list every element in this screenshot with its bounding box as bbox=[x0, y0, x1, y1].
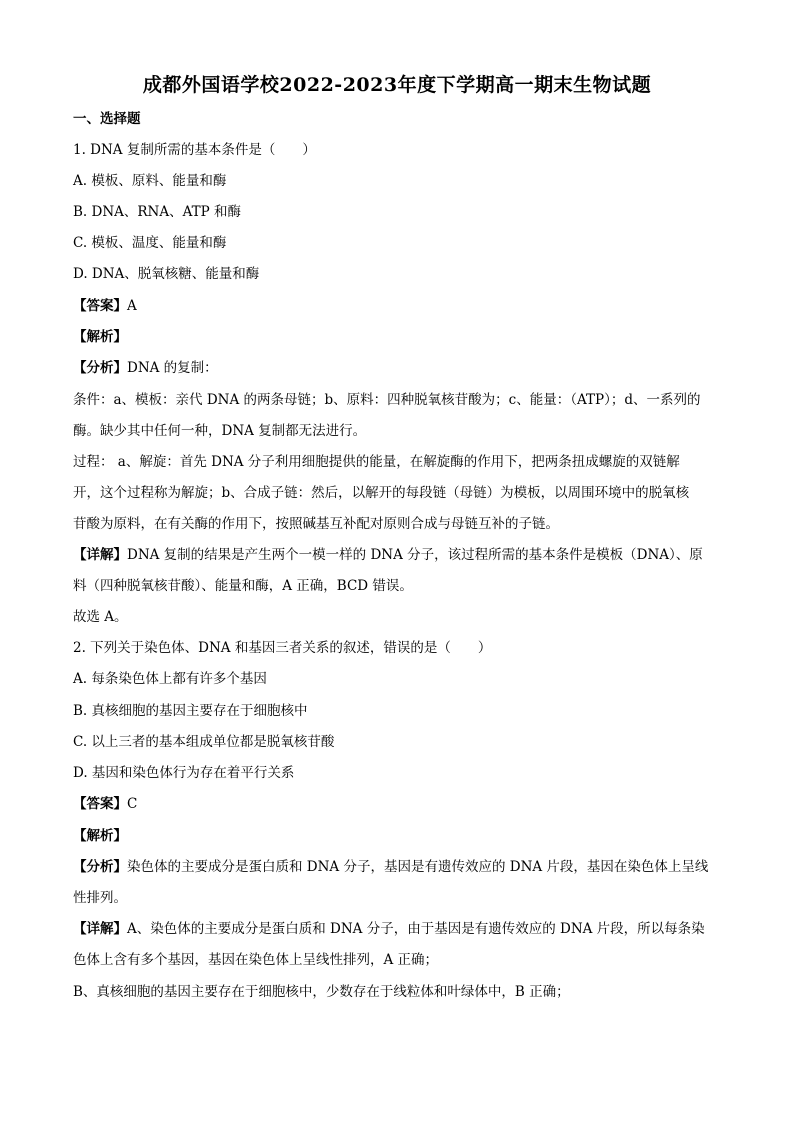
question-1-option-c: C. 模板、温度、能量和酶 bbox=[73, 235, 227, 251]
fenxi-text: 染色体的主要成分是蛋白质和 DNA 分子，基因是有遗传效应的 DNA 片段，基因在染色体上呈线 bbox=[127, 859, 709, 875]
question-2-option-b: B. 真核细胞的基因主要存在于细胞核中 bbox=[73, 703, 308, 719]
question-1-process-line: 开，这个过程称为解旋；b、合成子链：然后，以解开的每段链（母链）为模板，以周围环境中的脱氧核 bbox=[73, 485, 690, 501]
question-1-option-b: B. DNA、RNA、ATP 和酶 bbox=[73, 204, 242, 220]
question-1-detail bbox=[73, 546, 733, 564]
question-1-process-line: 过程： a、解旋：首先 DNA 分子利用细胞提供的能量，在解旋酶的作用下，把两条扭成螺旋的双链解 bbox=[73, 454, 680, 470]
question-1-option-a: A. 模板、原料、能量和酶 bbox=[73, 173, 227, 189]
question-2-option-c: C. 以上三者的基本组成单位都是脱氧核苷酸 bbox=[73, 734, 335, 750]
question-1-detail-line: 料（四种脱氧核苷酸）、能量和酶，A 正确，BCD 错误。 bbox=[73, 578, 413, 594]
question-2-option-d: D. 基因和染色体行为存在着平行关系 bbox=[73, 765, 295, 781]
fenxi-text: DNA 的复制： bbox=[127, 360, 218, 376]
detail-text: A、染色体的主要成分是蛋白质和 DNA 分子，由于基因是有遗传效应的 DNA 片段，所以每条染 bbox=[127, 921, 705, 937]
fenxi-tag: 【分析】 bbox=[73, 360, 127, 376]
section-heading: 一、选择题 bbox=[73, 111, 141, 127]
question-1-condition-line: 酶。缺少其中任何一种，DNA 复制都无法进行。 bbox=[73, 423, 367, 439]
question-1-option-d: D. DNA、脱氧核糖、能量和酶 bbox=[73, 266, 260, 282]
question-2-fenxi-line: 性排列。 bbox=[73, 890, 127, 906]
question-2-detail bbox=[73, 920, 733, 938]
question-2-analysis-tag: 【解析】 bbox=[73, 828, 127, 844]
detail-text: DNA 复制的结果是产生两个一模一样的 DNA 分子，该过程所需的基本条件是模板（DNA）、原 bbox=[127, 547, 703, 563]
answer-value: A bbox=[127, 298, 137, 314]
question-1-conclusion: 故选 A。 bbox=[73, 609, 128, 625]
page-title: 成都外国语学校2022-2023年度下学期高一期末生物试题 bbox=[142, 74, 652, 96]
question-1-answer bbox=[73, 297, 733, 315]
question-2-option-a: A. 每条染色体上都有许多个基因 bbox=[73, 671, 267, 687]
question-1-stem: 1. DNA 复制所需的基本条件是（ ） bbox=[73, 142, 316, 158]
answer-tag: 【答案】 bbox=[73, 796, 127, 812]
detail-tag: 【详解】 bbox=[73, 547, 127, 563]
answer-tag: 【答案】 bbox=[73, 298, 127, 314]
question-2-stem: 2. 下列关于染色体、DNA 和基因三者关系的叙述，错误的是（ ） bbox=[73, 640, 492, 656]
fenxi-tag: 【分析】 bbox=[73, 859, 127, 875]
question-1-analysis-tag: 【解析】 bbox=[73, 329, 127, 345]
question-2-detail-line: 色体上含有多个基因，基因在染色体上呈线性排列，A 正确； bbox=[73, 952, 439, 968]
question-1-process-line: 苷酸为原料，在有关酶的作用下，按照碱基互补配对原则合成与母链互补的子链。 bbox=[73, 516, 559, 532]
question-1-condition-line: 条件：a、模板：亲代 DNA 的两条母链；b、原料：四种脱氧核苷酸为；c、能量：（ATP）；d、一系列的 bbox=[73, 392, 701, 408]
answer-value: C bbox=[127, 796, 138, 812]
question-2-answer bbox=[73, 795, 733, 813]
question-2-fenxi bbox=[73, 858, 733, 876]
detail-tag: 【详解】 bbox=[73, 921, 127, 937]
question-2-detail-line: B、真核细胞的基因主要存在于细胞核中，少数存在于线粒体和叶绿体中，B 正确； bbox=[73, 984, 570, 1000]
question-1-fenxi bbox=[73, 359, 733, 377]
